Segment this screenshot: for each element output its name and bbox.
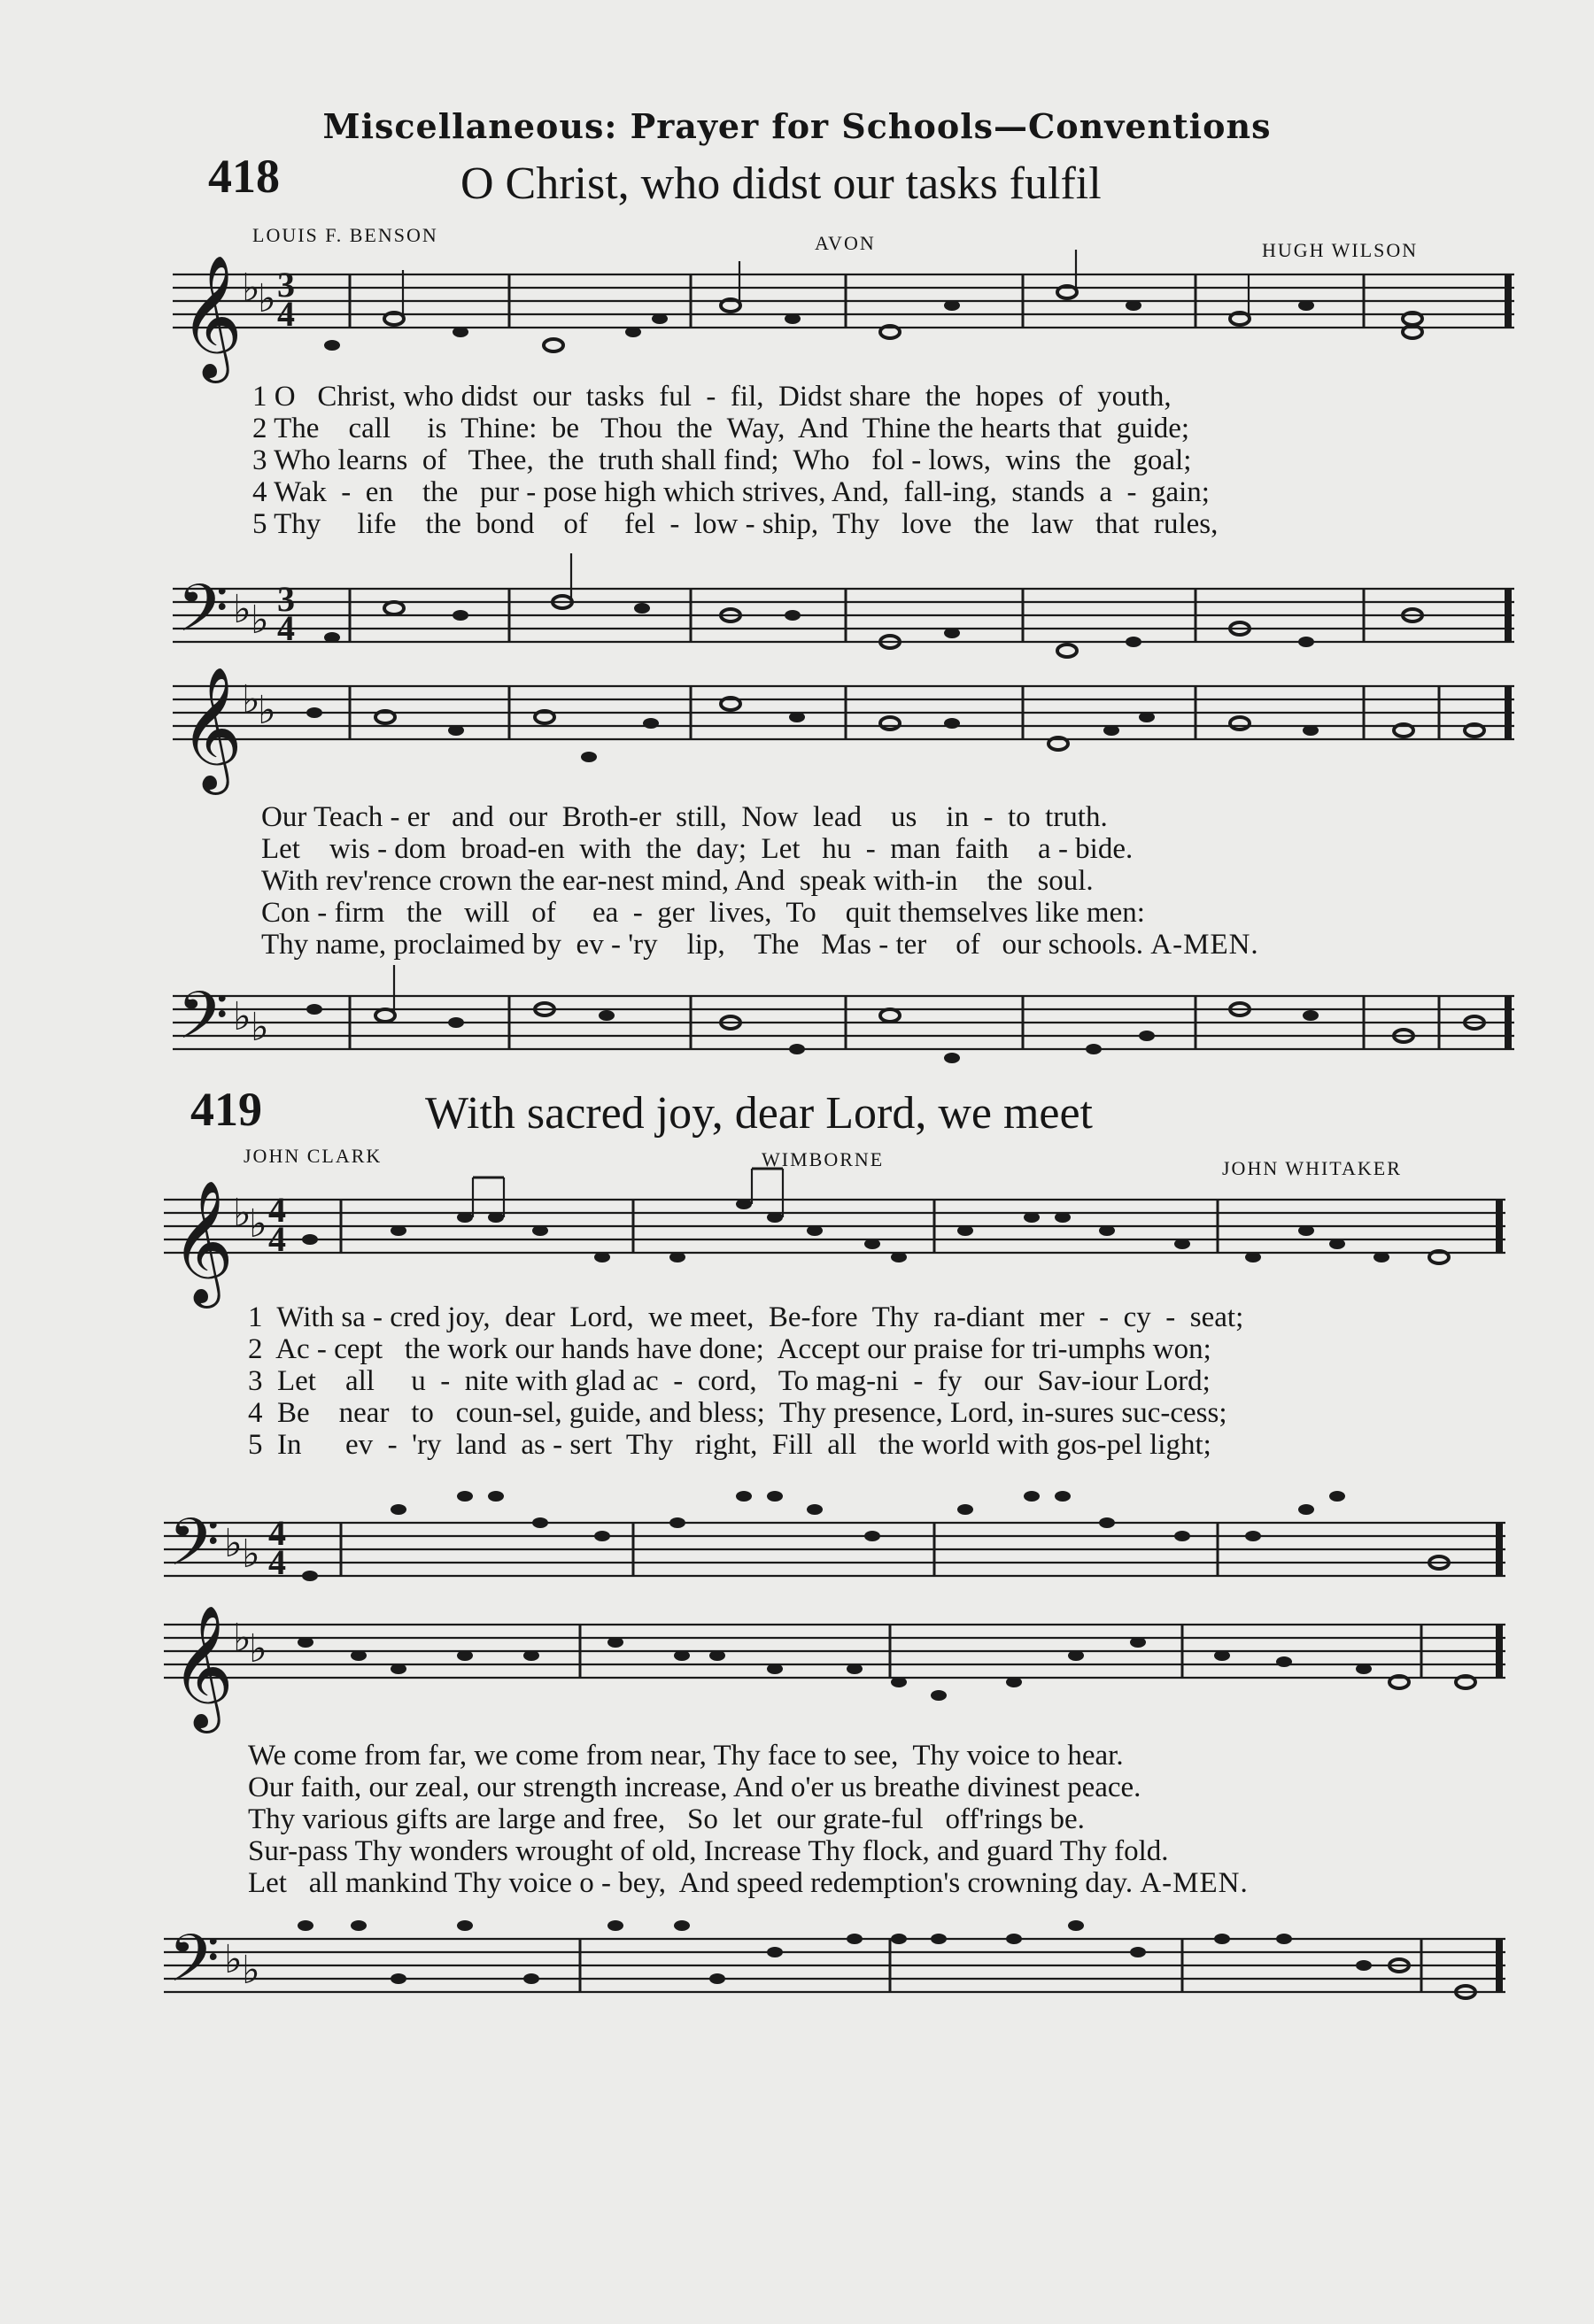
bass-clef-icon: 𝄢: [168, 1504, 220, 1597]
treble-clef-icon: 𝄞: [180, 255, 243, 378]
verse-line: 4 Wak - en the pur - pose high which strives, And, fall-ing, stands a - gain;: [252, 476, 1210, 508]
verse-line: 4 Be near to coun-sel, guide, and bless; Thy presence, Lord, in-sures suc-cess;: [248, 1397, 1227, 1429]
refrain-line: Sur-pass Thy wonders wrought of old, Increase Thy flock, and guard Thy fold.: [248, 1835, 1169, 1867]
verse-line: 3 Let all u - nite with glad ac - cord, To mag-ni - fy our Sav-iour Lord;: [248, 1365, 1211, 1397]
verse-line: 1 With sa - cred joy, dear Lord, we meet, Be-fore Thy ra-diant mer - cy - seat;: [248, 1301, 1244, 1333]
verse-line: 1 O Christ, who didst our tasks ful - fil, Didst share the hopes of youth,: [252, 381, 1172, 413]
hymn-number: 418: [208, 150, 280, 203]
refrain-line: We come from far, we come from near, Thy face to see, Thy voice to hear.: [248, 1740, 1124, 1772]
svg-text:♭: ♭: [258, 688, 276, 733]
refrain-line: Our faith, our zeal, our strength increase, And o'er us breathe divinest peace.: [248, 1772, 1141, 1803]
amen-label: A-MEN.: [1150, 929, 1259, 961]
svg-text:4: 4: [268, 1542, 286, 1582]
svg-text:♭: ♭: [258, 276, 276, 321]
svg-text:♭: ♭: [242, 1532, 260, 1577]
verse-lines-419: [248, 1301, 1243, 1461]
bass-staff-418-line2: [173, 961, 1519, 1085]
refrain-line: Thy various gifts are large and free, So let our grate-ful off'rings be.: [248, 1803, 1085, 1835]
svg-text:4: 4: [268, 1219, 286, 1259]
treble-staff-418-line1: [173, 257, 1519, 398]
bass-staff-419-line1: [164, 1487, 1510, 1611]
svg-text:♭: ♭: [224, 1937, 243, 1982]
page-header: Miscellaneous: Prayer for Schools—Conventions: [322, 106, 1272, 146]
hymn-title: O Christ, who didst our tasks fulfil: [460, 158, 1102, 209]
bass-clef-icon: 𝄢: [177, 570, 228, 663]
refrain-lines-419: [248, 1740, 1249, 1899]
treble-clef-icon: 𝄞: [171, 1180, 234, 1303]
verse-line: 5 In ev - 'ry land as - sert Thy right, Fill all the world with gos-pel light;: [248, 1429, 1211, 1461]
svg-text:4: 4: [268, 1513, 286, 1553]
refrain-line-text: Let all mankind Thy voice o - bey, And speed redemption's crowning day.: [248, 1867, 1134, 1899]
hymn-author: LOUIS F. BENSON: [252, 224, 438, 246]
amen-label: A-MEN.: [1140, 1867, 1249, 1899]
svg-text:♭: ♭: [251, 598, 269, 643]
refrain-line: Let wis - dom broad-en with the day; Let hu - man faith a - bide.: [261, 833, 1134, 865]
bass-clef-icon: 𝄢: [177, 977, 228, 1070]
svg-text:♭: ♭: [249, 1201, 267, 1247]
treble-clef-icon: 𝄞: [180, 667, 243, 790]
svg-text:4: 4: [268, 1190, 286, 1230]
svg-text:♭: ♭: [242, 1948, 260, 1993]
verse-line: 3 Who learns of Thee, the truth shall find; Who fol - lows, wins the goal;: [252, 444, 1192, 476]
svg-text:♭: ♭: [224, 1521, 243, 1566]
svg-text:♭: ♭: [242, 677, 260, 722]
svg-text:4: 4: [277, 294, 295, 334]
svg-text:♭: ♭: [233, 1616, 251, 1661]
refrain-lines-418: [261, 801, 1259, 961]
hymn-author: JOHN CLARK: [244, 1145, 383, 1167]
hymn-composer: JOHN WHITAKER: [1222, 1157, 1402, 1179]
tune-name: WIMBORNE: [762, 1148, 885, 1170]
svg-text:♭: ♭: [249, 1626, 267, 1672]
svg-text:♭: ♭: [251, 1005, 269, 1050]
refrain-line: With rev'rence crown the ear-nest mind, And speak with-in the soul.: [261, 865, 1094, 897]
svg-text:♭: ♭: [233, 994, 251, 1039]
verse-line: 2 The call is Thine: be Thou the Way, And Thine the hearts that guide;: [252, 413, 1190, 444]
refrain-line-text: Thy name, proclaimed by ev - 'ry lip, The Mas - ter of our schools.: [261, 929, 1144, 961]
treble-staff-419-line2: [164, 1607, 1510, 1749]
svg-text:3: 3: [277, 579, 295, 619]
bass-clef-icon: 𝄢: [168, 1920, 220, 2013]
svg-text:♭: ♭: [233, 1191, 251, 1236]
verse-line: 2 Ac - cept the work our hands have done; Accept our praise for tri-umphs won;: [248, 1333, 1211, 1365]
tune-name: AVON: [815, 232, 876, 254]
svg-text:♭: ♭: [233, 587, 251, 632]
refrain-line: Our Teach - er and our Broth-er still, Now lead us in - to truth.: [261, 801, 1108, 833]
staff-lines: [173, 274, 1514, 328]
treble-clef-icon: 𝄞: [171, 1605, 234, 1728]
refrain-line: [248, 1867, 1249, 1899]
verse-line: 5 Thy life the bond of fel - low - ship, Thy love the law that rules,: [252, 508, 1219, 540]
refrain-line: Con - firm the will of ea - ger lives, To quit themselves like men:: [261, 897, 1145, 929]
svg-text:3: 3: [277, 265, 295, 305]
hymn-title: With sacred joy, dear Lord, we meet: [425, 1088, 1093, 1139]
refrain-line: [261, 929, 1259, 961]
bass-staff-419-line2: [164, 1903, 1510, 2045]
hymn-number: 419: [190, 1083, 262, 1136]
svg-text:♭: ♭: [242, 266, 260, 311]
verse-lines-418: [252, 381, 1218, 540]
hymn-composer: HUGH WILSON: [1262, 239, 1419, 261]
bass-staff-418-line1: [173, 553, 1519, 677]
treble-staff-418-line2: [173, 668, 1519, 810]
svg-text:4: 4: [277, 608, 295, 648]
